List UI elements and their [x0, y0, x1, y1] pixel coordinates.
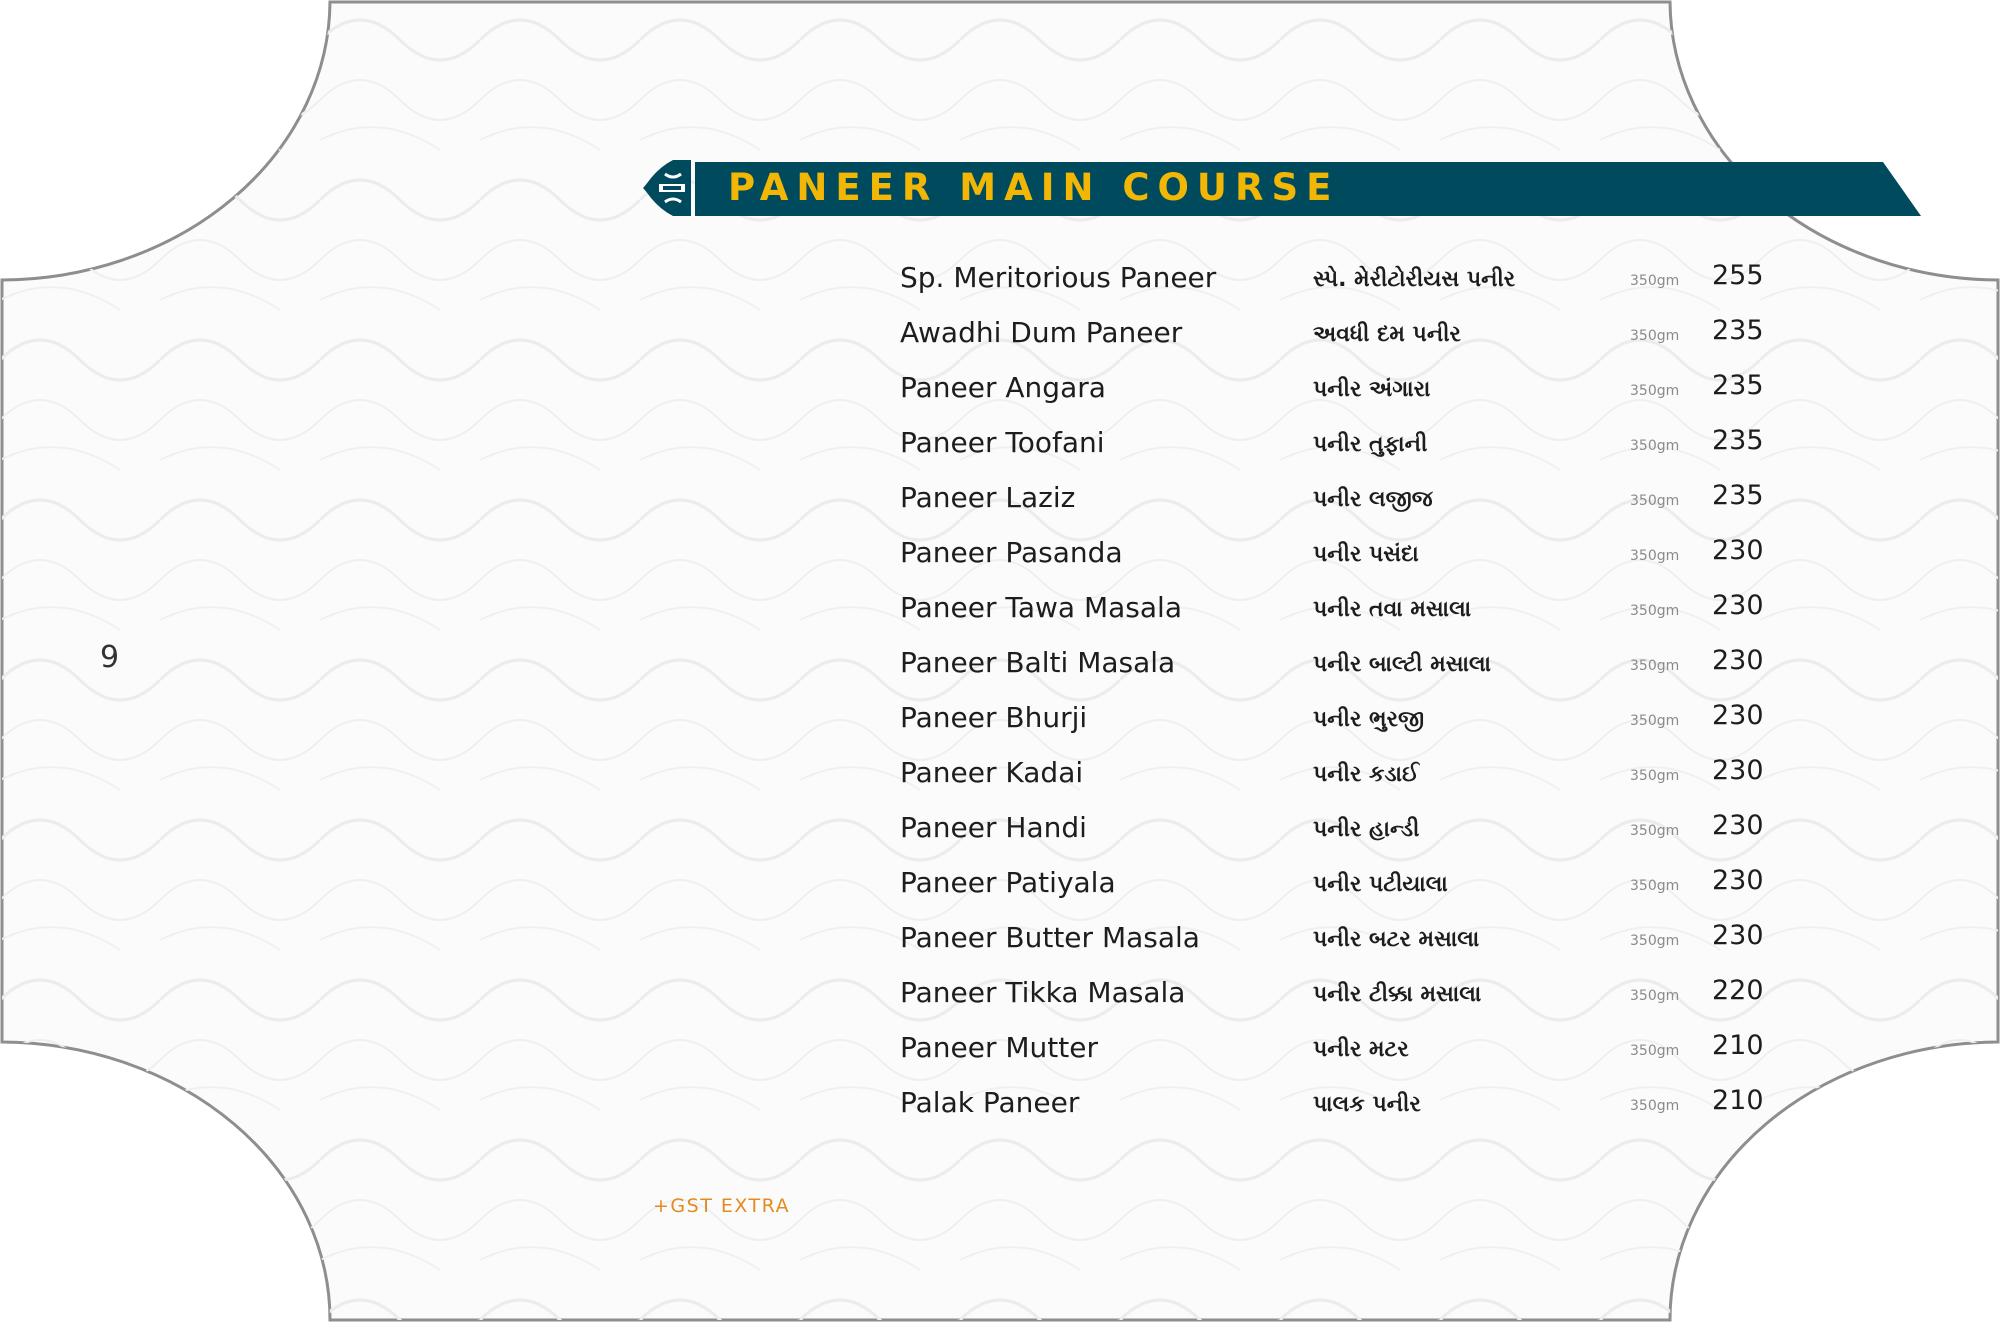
menu-item-price: 230	[1712, 535, 1764, 566]
menu-item-quantity: 350gm	[1630, 383, 1680, 399]
menu-item-row	[900, 477, 1780, 532]
menu-item-name: Paneer Patiyala	[900, 866, 1116, 899]
menu-item-name-gujarati: પનીર ટીક્કા મસાલા	[1313, 982, 1482, 1007]
menu-item-name-gujarati: પનીર અંગારા	[1313, 377, 1431, 402]
menu-item-quantity: 350gm	[1630, 493, 1680, 509]
menu-item-row	[900, 752, 1780, 807]
menu-item-price: 235	[1712, 370, 1764, 401]
menu-item-row	[900, 697, 1780, 752]
menu-item-price: 210	[1712, 1030, 1764, 1061]
menu-item-name-gujarati: સ્પે. મેરીટોરીયસ પનીર	[1313, 267, 1516, 292]
menu-item-name: Paneer Tikka Masala	[900, 976, 1186, 1009]
menu-item-name-gujarati: પનીર તુફાની	[1313, 432, 1428, 457]
menu-item-price: 230	[1712, 810, 1764, 841]
menu-item-price: 230	[1712, 755, 1764, 786]
menu-item-row	[900, 312, 1780, 367]
menu-item-name-gujarati: પનીર મટર	[1313, 1037, 1409, 1062]
menu-item-row	[900, 642, 1780, 697]
menu-item-row	[900, 257, 1780, 312]
menu-item-quantity: 350gm	[1630, 273, 1680, 289]
menu-item-quantity: 350gm	[1630, 988, 1680, 1004]
menu-item-price: 220	[1712, 975, 1764, 1006]
menu-item-name-gujarati: પનીર પટીયાલા	[1313, 872, 1448, 897]
ornamental-bracket-icon	[643, 160, 691, 216]
menu-item-name: Paneer Kadai	[900, 756, 1084, 789]
menu-item-name: Paneer Laziz	[900, 481, 1076, 514]
menu-item-name: Awadhi Dum Paneer	[900, 316, 1183, 349]
menu-item-name: Paneer Toofani	[900, 426, 1105, 459]
menu-item-price: 230	[1712, 920, 1764, 951]
menu-item-quantity: 350gm	[1630, 548, 1680, 564]
menu-item-name-gujarati: પનીર ભુરજી	[1313, 707, 1425, 732]
menu-item-price: 230	[1712, 645, 1764, 676]
menu-item-price: 210	[1712, 1085, 1764, 1116]
menu-item-name: Paneer Tawa Masala	[900, 591, 1182, 624]
menu-item-name-gujarati: પનીર હાન્ડી	[1313, 817, 1420, 842]
menu-item-row	[900, 587, 1780, 642]
menu-item-name-gujarati: પનીર બાલ્ટી મસાલા	[1313, 652, 1492, 677]
menu-item-name-gujarati: પનીર લજીજ	[1313, 487, 1433, 512]
menu-item-row	[900, 862, 1780, 917]
menu-item-quantity: 350gm	[1630, 1043, 1680, 1059]
section-title: PANEER MAIN COURSE	[728, 166, 1340, 209]
menu-item-name: Paneer Handi	[900, 811, 1087, 844]
menu-item-quantity: 350gm	[1630, 658, 1680, 674]
menu-list	[900, 257, 1780, 1137]
menu-item-name: Paneer Mutter	[900, 1031, 1098, 1064]
menu-item-row	[900, 422, 1780, 477]
menu-item-name: Sp. Meritorious Paneer	[900, 261, 1217, 294]
menu-item-quantity: 350gm	[1630, 1098, 1680, 1114]
section-banner	[643, 160, 1923, 216]
menu-item-name-gujarati: પનીર બટર મસાલા	[1313, 927, 1480, 952]
menu-item-price: 230	[1712, 700, 1764, 731]
menu-item-name: Paneer Bhurji	[900, 701, 1088, 734]
menu-item-name-gujarati: પનીર પસંદા	[1313, 542, 1419, 567]
menu-item-row	[900, 807, 1780, 862]
gst-note: +GST EXTRA	[653, 1195, 791, 1217]
menu-item-row	[900, 1027, 1780, 1082]
menu-item-quantity: 350gm	[1630, 768, 1680, 784]
menu-item-price: 230	[1712, 590, 1764, 621]
menu-item-quantity: 350gm	[1630, 933, 1680, 949]
menu-item-price: 235	[1712, 480, 1764, 511]
menu-item-row	[900, 972, 1780, 1027]
menu-item-price: 235	[1712, 425, 1764, 456]
menu-item-name: Palak Paneer	[900, 1086, 1080, 1119]
menu-item-row	[900, 1082, 1780, 1137]
menu-item-name-gujarati: પનીર તવા મસાલા	[1313, 597, 1472, 622]
page-number: 9	[100, 640, 120, 675]
menu-item-name: Paneer Balti Masala	[900, 646, 1176, 679]
menu-item-name-gujarati: પનીર કડાઈ	[1313, 762, 1419, 787]
menu-item-name: Paneer Butter Masala	[900, 921, 1200, 954]
menu-item-quantity: 350gm	[1630, 603, 1680, 619]
menu-item-name-gujarati: પાલક પનીર	[1313, 1092, 1421, 1117]
menu-item-name-gujarati: અવધી દમ પનીર	[1313, 322, 1461, 347]
menu-item-quantity: 350gm	[1630, 438, 1680, 454]
menu-item-quantity: 350gm	[1630, 713, 1680, 729]
menu-item-name: Paneer Pasanda	[900, 536, 1123, 569]
menu-item-name: Paneer Angara	[900, 371, 1106, 404]
menu-item-row	[900, 917, 1780, 972]
menu-item-price: 235	[1712, 315, 1764, 346]
menu-item-quantity: 350gm	[1630, 328, 1680, 344]
menu-item-price: 255	[1712, 260, 1764, 291]
menu-item-price: 230	[1712, 865, 1764, 896]
menu-item-quantity: 350gm	[1630, 878, 1680, 894]
menu-item-row	[900, 532, 1780, 587]
menu-item-quantity: 350gm	[1630, 823, 1680, 839]
menu-item-row	[900, 367, 1780, 422]
